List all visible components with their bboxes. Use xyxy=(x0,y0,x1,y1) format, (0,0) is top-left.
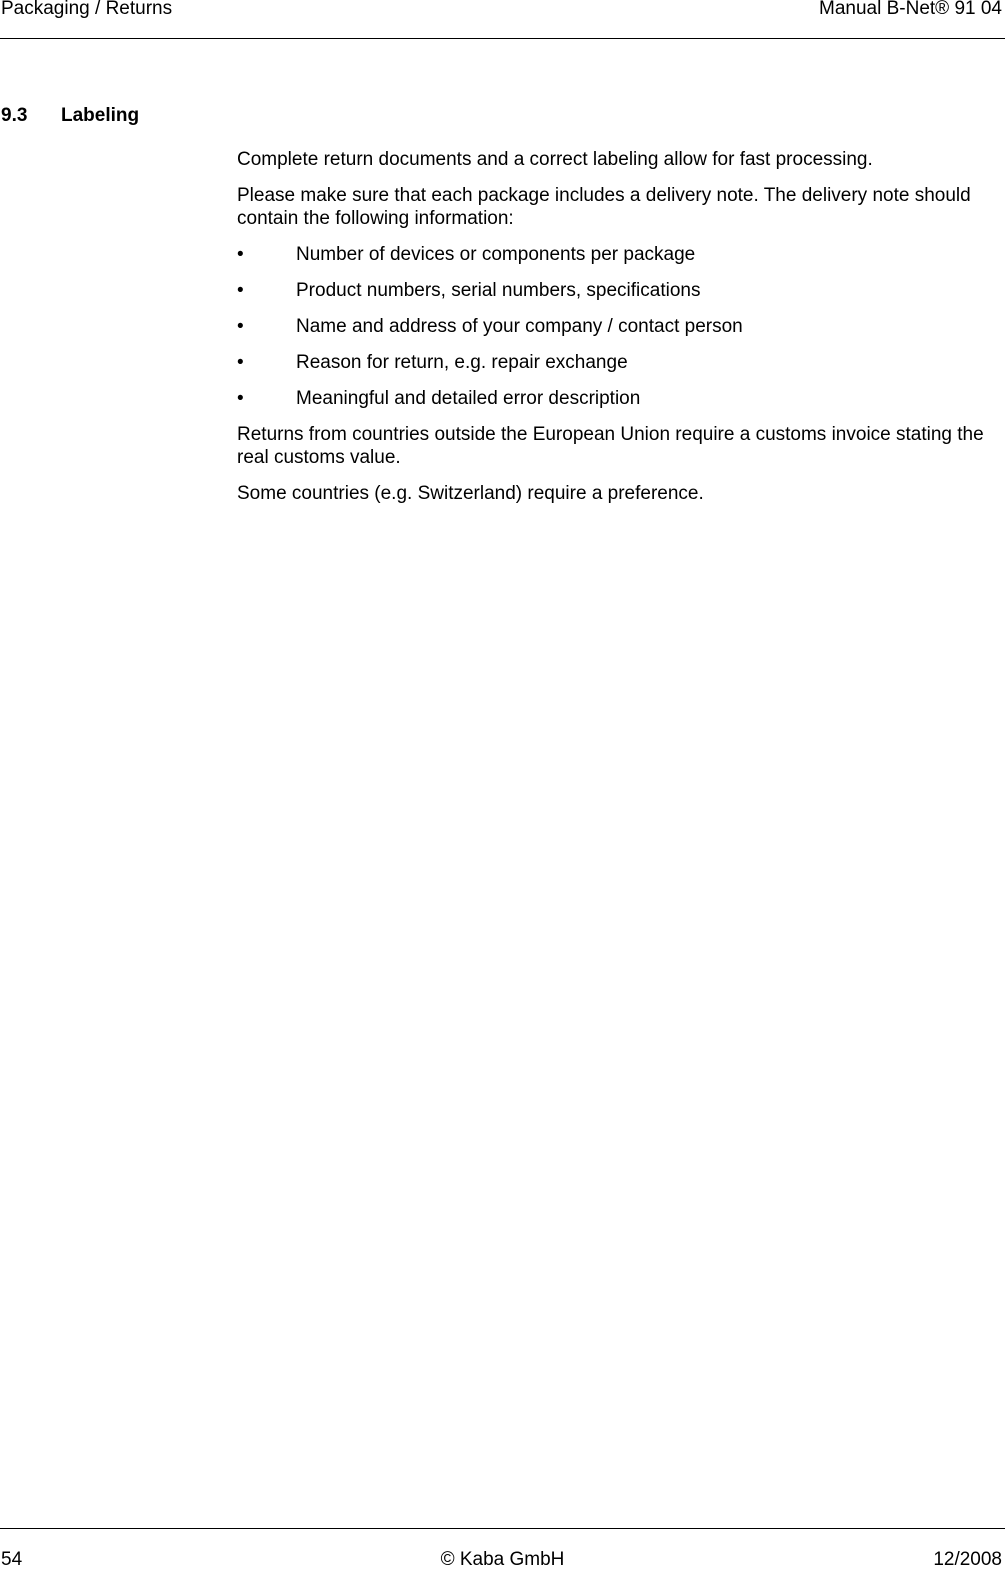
bullet-icon: • xyxy=(237,316,244,337)
list-item xyxy=(237,279,987,302)
header-chapter-title: Packaging / Returns xyxy=(1,0,173,19)
bullet-icon: • xyxy=(237,388,244,409)
paragraph-delivery-note: Please make sure that each package includes a delivery note. The delivery note should contain the following information: xyxy=(237,185,971,229)
list-item xyxy=(237,351,987,374)
footer-date: 12/2008 xyxy=(933,1549,1002,1570)
list-item xyxy=(237,387,987,410)
bullet-icon: • xyxy=(237,280,244,301)
list-item-text: Product numbers, serial numbers, specifications xyxy=(296,280,701,301)
list-item xyxy=(237,315,987,338)
paragraph-customs-invoice: Returns from countries outside the European Union require a customs invoice stating the real customs value. xyxy=(237,424,984,468)
header-manual-title: Manual B-Net® 91 04 xyxy=(819,0,1002,19)
section-heading xyxy=(1,105,139,127)
page-number: 54 xyxy=(1,1549,23,1570)
section-number: 9.3 xyxy=(1,105,28,126)
bullet-icon: • xyxy=(237,352,244,373)
list-item-text: Reason for return, e.g. repair exchange xyxy=(296,352,628,373)
list-item-text: Number of devices or components per package xyxy=(296,244,696,265)
footer-copyright: © Kaba GmbH xyxy=(440,1549,565,1570)
paragraph-preference: Some countries (e.g. Switzerland) require a preference. xyxy=(237,483,704,504)
section-title: Labeling xyxy=(61,105,140,126)
bullet-icon: • xyxy=(237,244,244,265)
page-header xyxy=(0,0,1005,39)
page-footer xyxy=(0,1528,1005,1572)
list-item xyxy=(237,243,987,266)
delivery-note-info-list xyxy=(237,243,987,410)
list-item-text: Name and address of your company / contact person xyxy=(296,316,743,337)
paragraph-intro: Complete return documents and a correct labeling allow for fast processing. xyxy=(237,149,873,170)
section-body xyxy=(237,148,987,518)
list-item-text: Meaningful and detailed error description xyxy=(296,388,641,409)
